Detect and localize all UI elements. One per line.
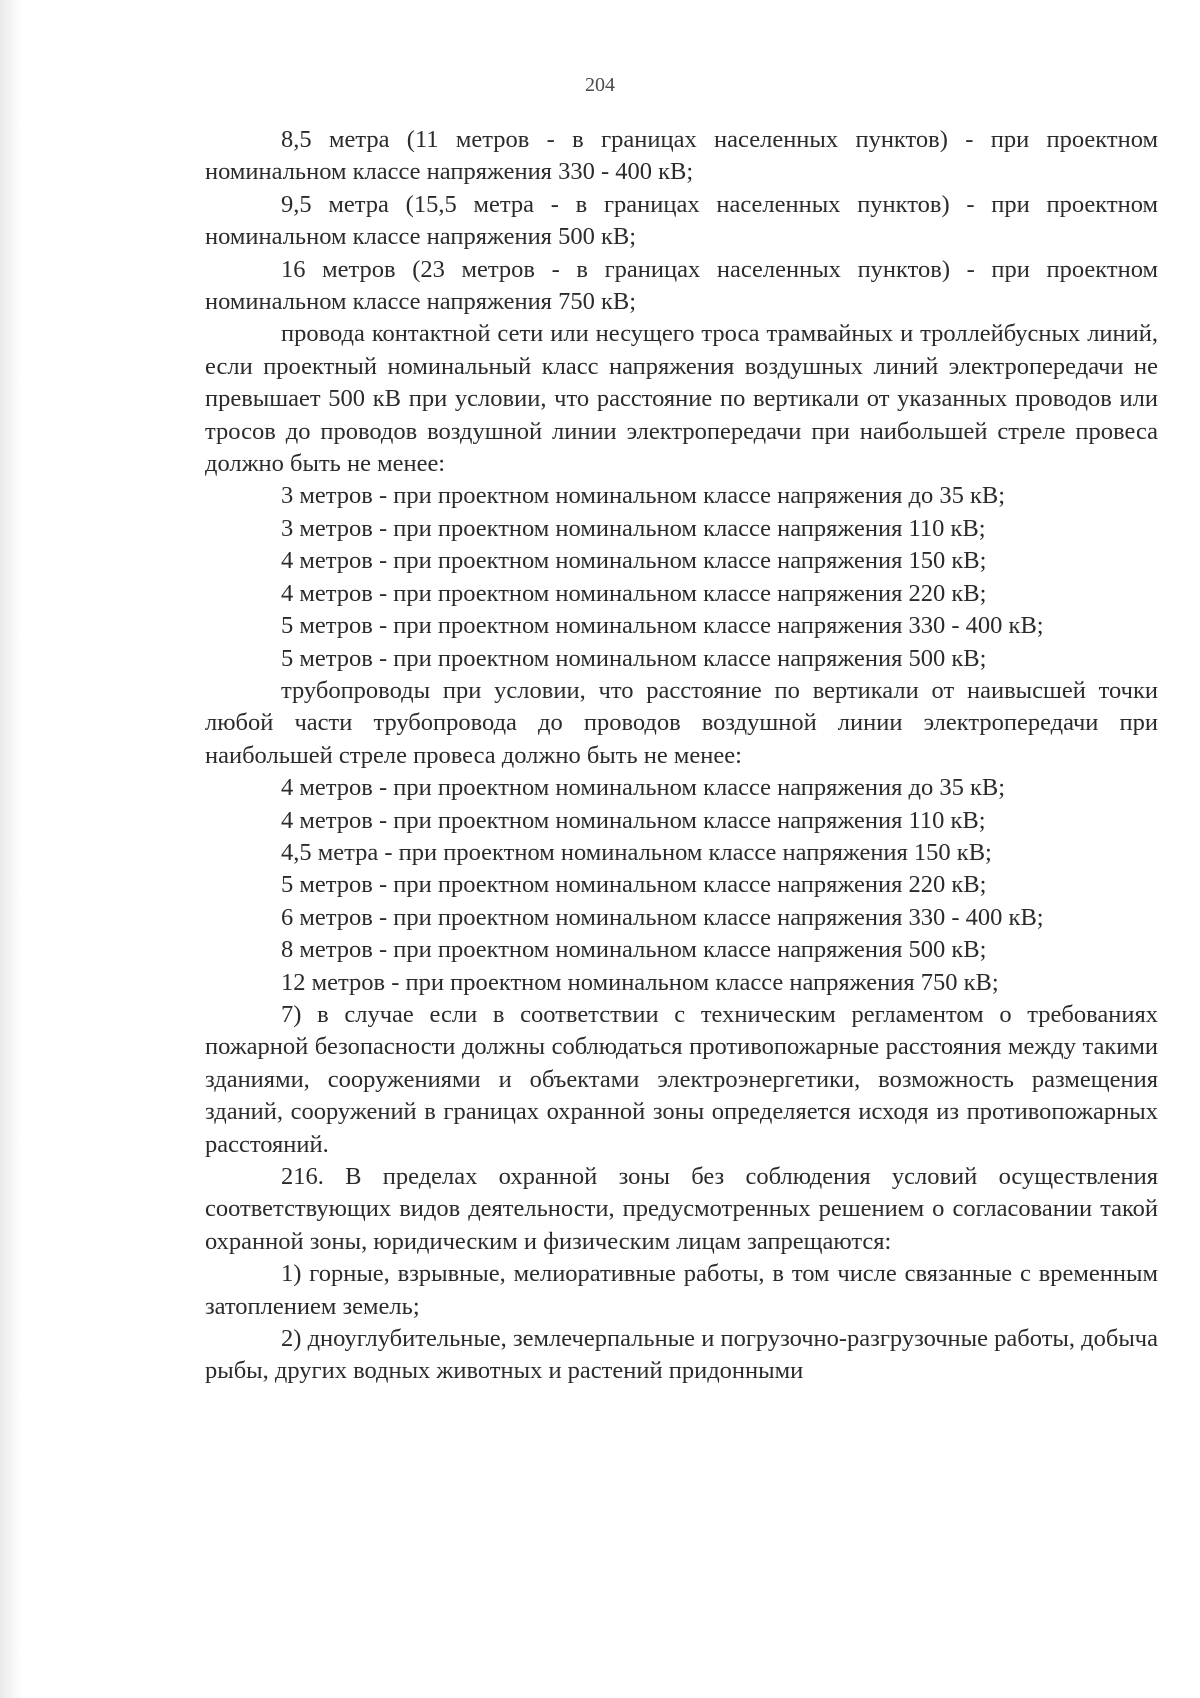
paragraph: 3 метров - при проектном номинальном классе напряжения до 35 кВ; (281, 482, 1006, 510)
paragraph: 5 метров - при проектном номинальном классе напряжения 330 - 400 кВ; (281, 612, 1044, 640)
paragraph: провода контактной сети или несущего троса трамвайных и троллейбусных линий, если проектный номинальный класс напряжения воздушных линий электропередачи не превышает 500 кВ при условии, что расстояние по вертикали от указанных проводов или тросов до проводов воздушной линии электропередачи при наибольшей стреле провеса должно быть не менее: (205, 320, 1158, 478)
scan-edge-shadow (0, 0, 22, 1698)
paragraph: 4 метров - при проектном номинальном классе напряжения 150 кВ; (281, 547, 987, 575)
paragraph: 16 метров (23 метров - в границах населенных пунктов) - при проектном номинальном классе напряжения 750 кВ; (205, 255, 1158, 316)
page-number: 204 (585, 74, 615, 96)
paragraph: 5 метров - при проектном номинальном классе напряжения 500 кВ; (281, 644, 987, 672)
document-body (205, 124, 1158, 1388)
paragraph: 12 метров - при проектном номинальном классе напряжения 750 кВ; (281, 968, 999, 996)
paragraph: 4 метров - при проектном номинальном классе напряжения 220 кВ; (281, 579, 987, 607)
paragraph: 8,5 метра (11 метров - в границах населенных пунктов) - при проектном номинальном классе напряжения 330 - 400 кВ; (205, 126, 1158, 186)
paragraph: 2) дноуглубительные, землечерпальные и погрузочно-разгрузочные работы, добыча рыбы, других водных животных и растений придонными (205, 1325, 1158, 1385)
paragraph: 8 метров - при проектном номинальном классе напряжения 500 кВ; (281, 936, 987, 964)
paragraph: 9,5 метра (15,5 метра - в границах населенных пунктов) - при проектном номинальном классе напряжения 500 кВ; (205, 190, 1158, 251)
paragraph: 5 метров - при проектном номинальном классе напряжения 220 кВ; (281, 871, 987, 899)
paragraph: 4,5 метра - при проектном номинальном классе напряжения 150 кВ; (281, 838, 992, 866)
paragraph: 3 метров - при проектном номинальном классе напряжения 110 кВ; (281, 514, 986, 542)
paragraph: 6 метров - при проектном номинальном классе напряжения 330 - 400 кВ; (281, 903, 1044, 931)
paragraph: 1) горные, взрывные, мелиоративные работы, в том числе связанные с временным затоплением земель; (205, 1260, 1158, 1320)
paragraph: 4 метров - при проектном номинальном классе напряжения 110 кВ; (281, 806, 986, 834)
paragraph: 7) в случае если в соответствии с техническим регламентом о требованиях пожарной безопасности должны соблюдаться противопожарные расстояния между такими зданиями, сооружениями и объектами электроэнергетики, возможность размещения зданий, сооружений в границах охранной зоны определяется исходя из противопожарных расстояний. (205, 1000, 1158, 1158)
paragraph: 216. В пределах охранной зоны без соблюдения условий осуществления соответствующих видов деятельности, предусмотренных решением о согласовании такой охранной зоны, юридическим и физическим лицам запрещаются: (205, 1163, 1158, 1255)
paragraph: 4 метров - при проектном номинальном классе напряжения до 35 кВ; (281, 774, 1006, 802)
paragraph: трубопроводы при условии, что расстояние по вертикали от наивысшей точки любой части трубопровода до проводов воздушной линии электропередачи при наибольшей стреле провеса должно быть не менее: (205, 676, 1158, 769)
